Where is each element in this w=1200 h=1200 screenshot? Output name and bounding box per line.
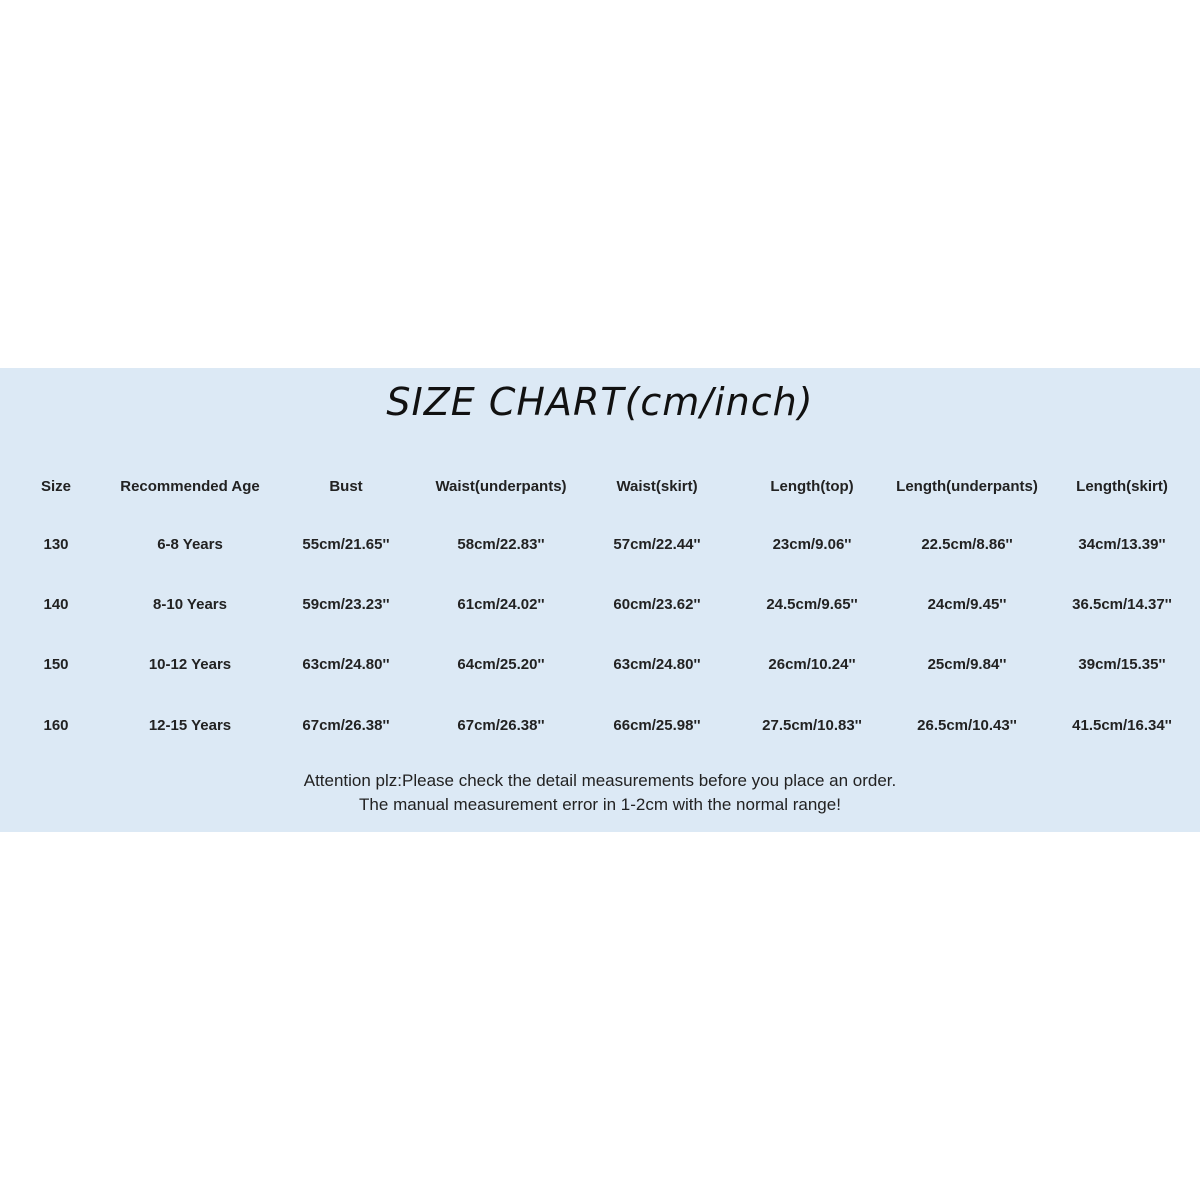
size-cell: 160 <box>43 717 69 734</box>
table-cell: 41.5cm/16.34'' <box>1072 717 1172 734</box>
column-header: Waist(underpants) <box>435 478 567 495</box>
table-cell: 27.5cm/10.83'' <box>762 717 862 734</box>
table-cell: 66cm/25.98'' <box>613 717 701 734</box>
column-header: Size <box>40 478 71 495</box>
table-cell: 60cm/23.62'' <box>613 596 701 613</box>
size-cell: 140 <box>43 596 69 613</box>
table-cell: 63cm/24.80'' <box>302 656 390 673</box>
table-cell: 25cm/9.84'' <box>927 656 1007 673</box>
table-cell: 12-15 Years <box>148 717 232 734</box>
table-cell: 24cm/9.45'' <box>927 596 1007 613</box>
table-cell: 36.5cm/14.37'' <box>1072 596 1172 613</box>
table-cell: 34cm/13.39'' <box>1078 536 1166 553</box>
table-cell: 8-10 Years <box>153 596 227 613</box>
table-cell: 59cm/23.23'' <box>302 596 390 613</box>
table-cell: 67cm/26.38'' <box>302 717 390 734</box>
size-cell: 150 <box>43 656 69 673</box>
table-cell: 10-12 Years <box>148 656 232 673</box>
size-cell: 130 <box>43 536 69 553</box>
table-cell: 39cm/15.35'' <box>1078 656 1166 673</box>
table-cell: 24.5cm/9.65'' <box>766 596 858 613</box>
column-header: Waist(skirt) <box>616 478 698 495</box>
table-cell: 63cm/24.80'' <box>613 656 701 673</box>
table-cell: 67cm/26.38'' <box>457 717 545 734</box>
column-header: Length(top) <box>770 478 854 495</box>
chart-title: SIZE CHART(cm/inch) <box>386 380 814 424</box>
table-cell: 26.5cm/10.43'' <box>917 717 1017 734</box>
measurement-error-note: The manual measurement error in 1-2cm with the normal range! <box>359 795 841 814</box>
column-header: Length(underpants) <box>896 478 1038 495</box>
table-cell: 55cm/21.65'' <box>302 536 390 553</box>
table-cell: 61cm/24.02'' <box>457 596 545 613</box>
table-cell: 58cm/22.83'' <box>457 536 545 553</box>
table-cell: 22.5cm/8.86'' <box>921 536 1013 553</box>
table-cell: 64cm/25.20'' <box>457 656 545 673</box>
table-cell: 23cm/9.06'' <box>772 536 852 553</box>
table-cell: 57cm/22.44'' <box>613 536 701 553</box>
column-header: Bust <box>329 478 363 495</box>
column-header: Recommended Age <box>120 478 260 495</box>
table-cell: 26cm/10.24'' <box>768 656 856 673</box>
table-cell: 6-8 Years <box>157 536 223 553</box>
attention-note: Attention plz:Please check the detail measurements before you place an order. <box>303 771 897 790</box>
column-header: Length(skirt) <box>1076 478 1168 495</box>
